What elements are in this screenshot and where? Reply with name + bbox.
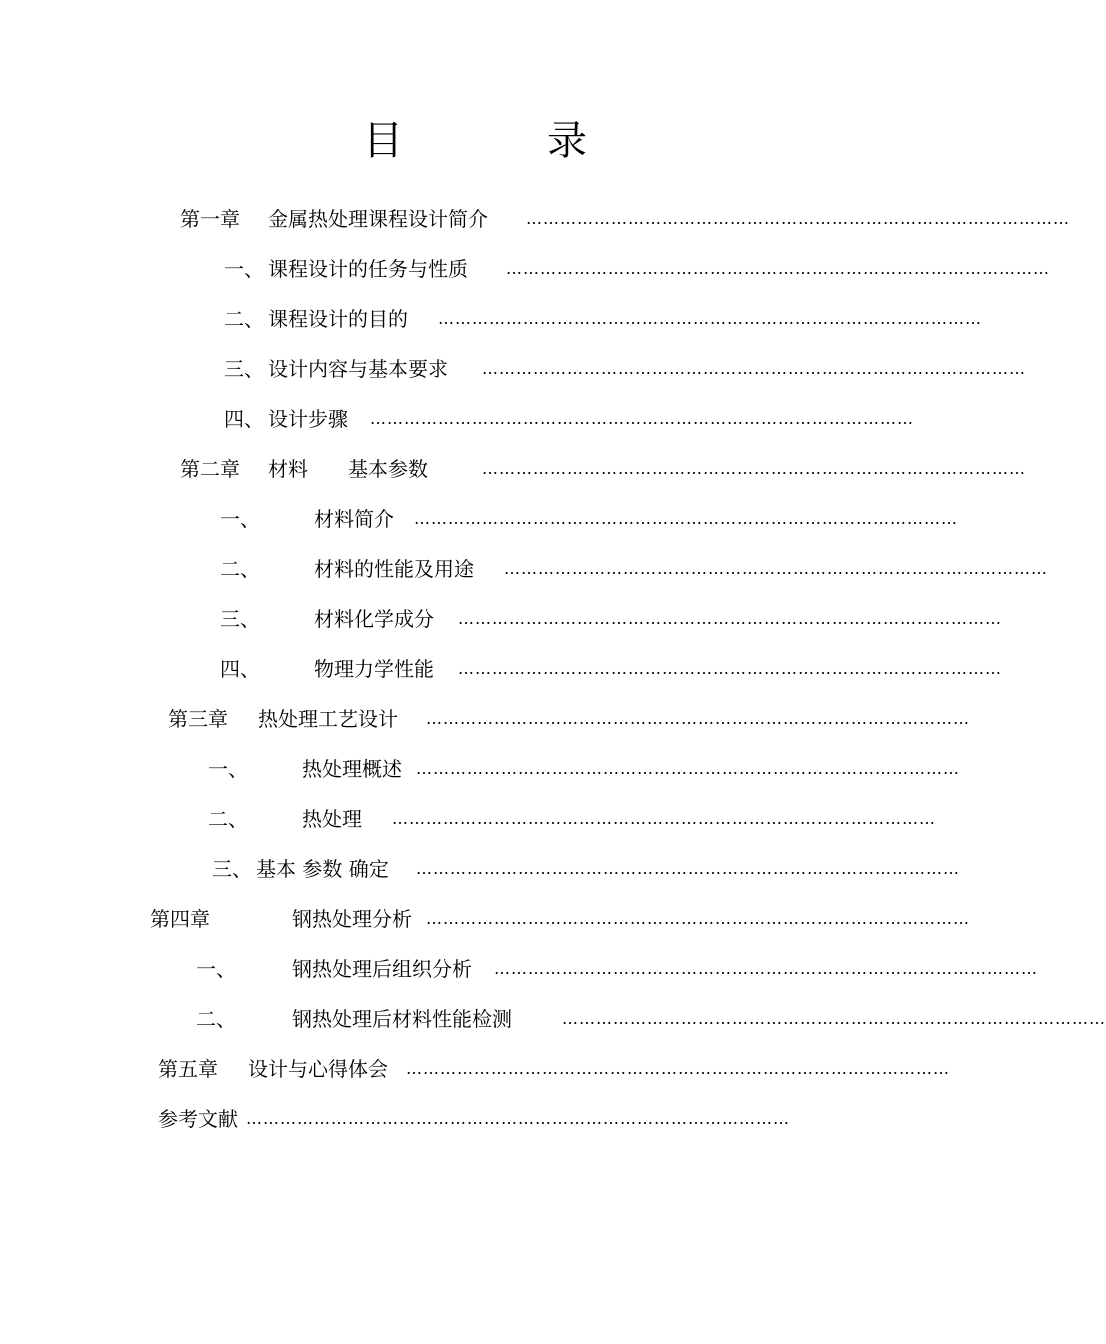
toc-entry-number: 第三章	[168, 707, 228, 731]
toc-leader-dots: ……………………………………………………………………………………	[246, 1109, 790, 1128]
toc-entry-number: 二、	[208, 807, 248, 831]
toc-entry-section	[220, 504, 958, 534]
toc-entry-number: 一、	[220, 507, 260, 531]
toc-entry-title: 材料简介	[314, 507, 394, 531]
toc-leader-dots: ……………………………………………………………………………………	[416, 759, 960, 778]
toc-leader-dots: ……………………………………………………………………………………	[426, 709, 970, 728]
toc-leader-dots: ……………………………………………………………………………………	[504, 559, 1048, 578]
toc-entry-chapter-5	[158, 1054, 950, 1084]
toc-entry-title: 材料 基本参数	[268, 457, 428, 481]
toc-leader-dots: ……………………………………………………………………………………	[458, 659, 1002, 678]
toc-leader-dots: ……………………………………………………………………………………	[482, 459, 1026, 478]
toc-entry-number: 二、	[220, 557, 260, 581]
toc-entry-title: 课程设计的任务与性质	[268, 257, 468, 281]
toc-entry-number: 四、	[224, 407, 264, 431]
toc-entry-title: 课程设计的目的	[268, 307, 408, 331]
toc-entry-title: 钢热处理分析	[292, 907, 412, 931]
toc-entry-title: 热处理工艺设计	[258, 707, 398, 731]
toc-leader-dots: ……………………………………………………………………………………	[562, 1009, 1106, 1028]
toc-leader-dots: ……………………………………………………………………………………	[458, 609, 1002, 628]
toc-leader-dots: ……………………………………………………………………………………	[506, 259, 1050, 278]
toc-entry-chapter-1	[180, 204, 1070, 234]
toc-leader-dots: ……………………………………………………………………………………	[426, 909, 970, 928]
toc-entry-number: 第二章	[180, 457, 240, 481]
toc-entry-title: 基本 参数 确定	[256, 857, 389, 881]
toc-entry-section	[220, 604, 1002, 634]
toc-leader-dots: ……………………………………………………………………………………	[494, 959, 1038, 978]
toc-entry-number: 四、	[220, 657, 260, 681]
toc-leader-dots: ……………………………………………………………………………………	[414, 509, 958, 528]
toc-entry-number: 三、	[220, 607, 260, 631]
toc-leader-dots: ……………………………………………………………………………………	[406, 1059, 950, 1078]
toc-entry-title: 热处理概述	[302, 757, 402, 781]
toc-entry-title: 设计与心得体会	[248, 1057, 388, 1081]
toc-entry-number: 三、	[224, 357, 264, 381]
toc-entry-number: 二、	[196, 1007, 236, 1031]
toc-entry-number: 第五章	[158, 1057, 218, 1081]
toc-leader-dots: ……………………………………………………………………………………	[438, 309, 982, 328]
toc-entry-title: 材料的性能及用途	[314, 557, 474, 581]
toc-entry-number: 一、	[224, 257, 264, 281]
toc-entry-section	[224, 354, 1026, 384]
toc-entry-title: 物理力学性能	[314, 657, 434, 681]
toc-entry-title: 热处理	[302, 807, 362, 831]
toc-entry-section	[196, 954, 1038, 984]
toc-entry-title: 钢热处理后材料性能检测	[292, 1007, 512, 1031]
toc-entry-chapter-2	[180, 454, 1026, 484]
toc-entry-chapter-4	[150, 904, 970, 934]
toc-entry-number: 一、	[196, 957, 236, 981]
toc-leader-dots: ……………………………………………………………………………………	[482, 359, 1026, 378]
toc-entry-number: 三、	[212, 857, 252, 881]
toc-leader-dots: ……………………………………………………………………………………	[370, 409, 914, 428]
toc-entry-section	[220, 554, 1048, 584]
toc-entry-section	[208, 804, 936, 834]
toc-entry-title: 参考文献	[158, 1107, 238, 1131]
toc-entry-number: 二、	[224, 307, 264, 331]
toc-leader-dots: ……………………………………………………………………………………	[526, 209, 1070, 228]
toc-entry-section	[224, 304, 982, 334]
toc-entry-chapter-3	[168, 704, 970, 734]
toc-entry-title: 钢热处理后组织分析	[292, 957, 472, 981]
toc-entry-section	[196, 1004, 1106, 1034]
page-title: 目 录	[363, 118, 639, 164]
toc-entry-number: 第一章	[180, 207, 240, 231]
toc-entry-section	[220, 654, 1002, 684]
toc-leader-dots: ……………………………………………………………………………………	[392, 809, 936, 828]
toc-leader-dots: ……………………………………………………………………………………	[416, 859, 960, 878]
toc-entry-number: 第四章	[150, 907, 210, 931]
toc-entry-number: 一、	[208, 757, 248, 781]
toc-entry-title: 金属热处理课程设计简介	[268, 207, 488, 231]
toc-entry-section	[224, 254, 1050, 284]
toc-entry-section	[224, 404, 914, 434]
toc-entry-title: 设计步骤	[268, 407, 348, 431]
toc-entry-title: 设计内容与基本要求	[268, 357, 448, 381]
toc-entry-references	[158, 1104, 790, 1134]
toc-entry-section	[212, 854, 960, 884]
toc-entry-section	[208, 754, 960, 784]
toc-entry-title: 材料化学成分	[314, 607, 434, 631]
